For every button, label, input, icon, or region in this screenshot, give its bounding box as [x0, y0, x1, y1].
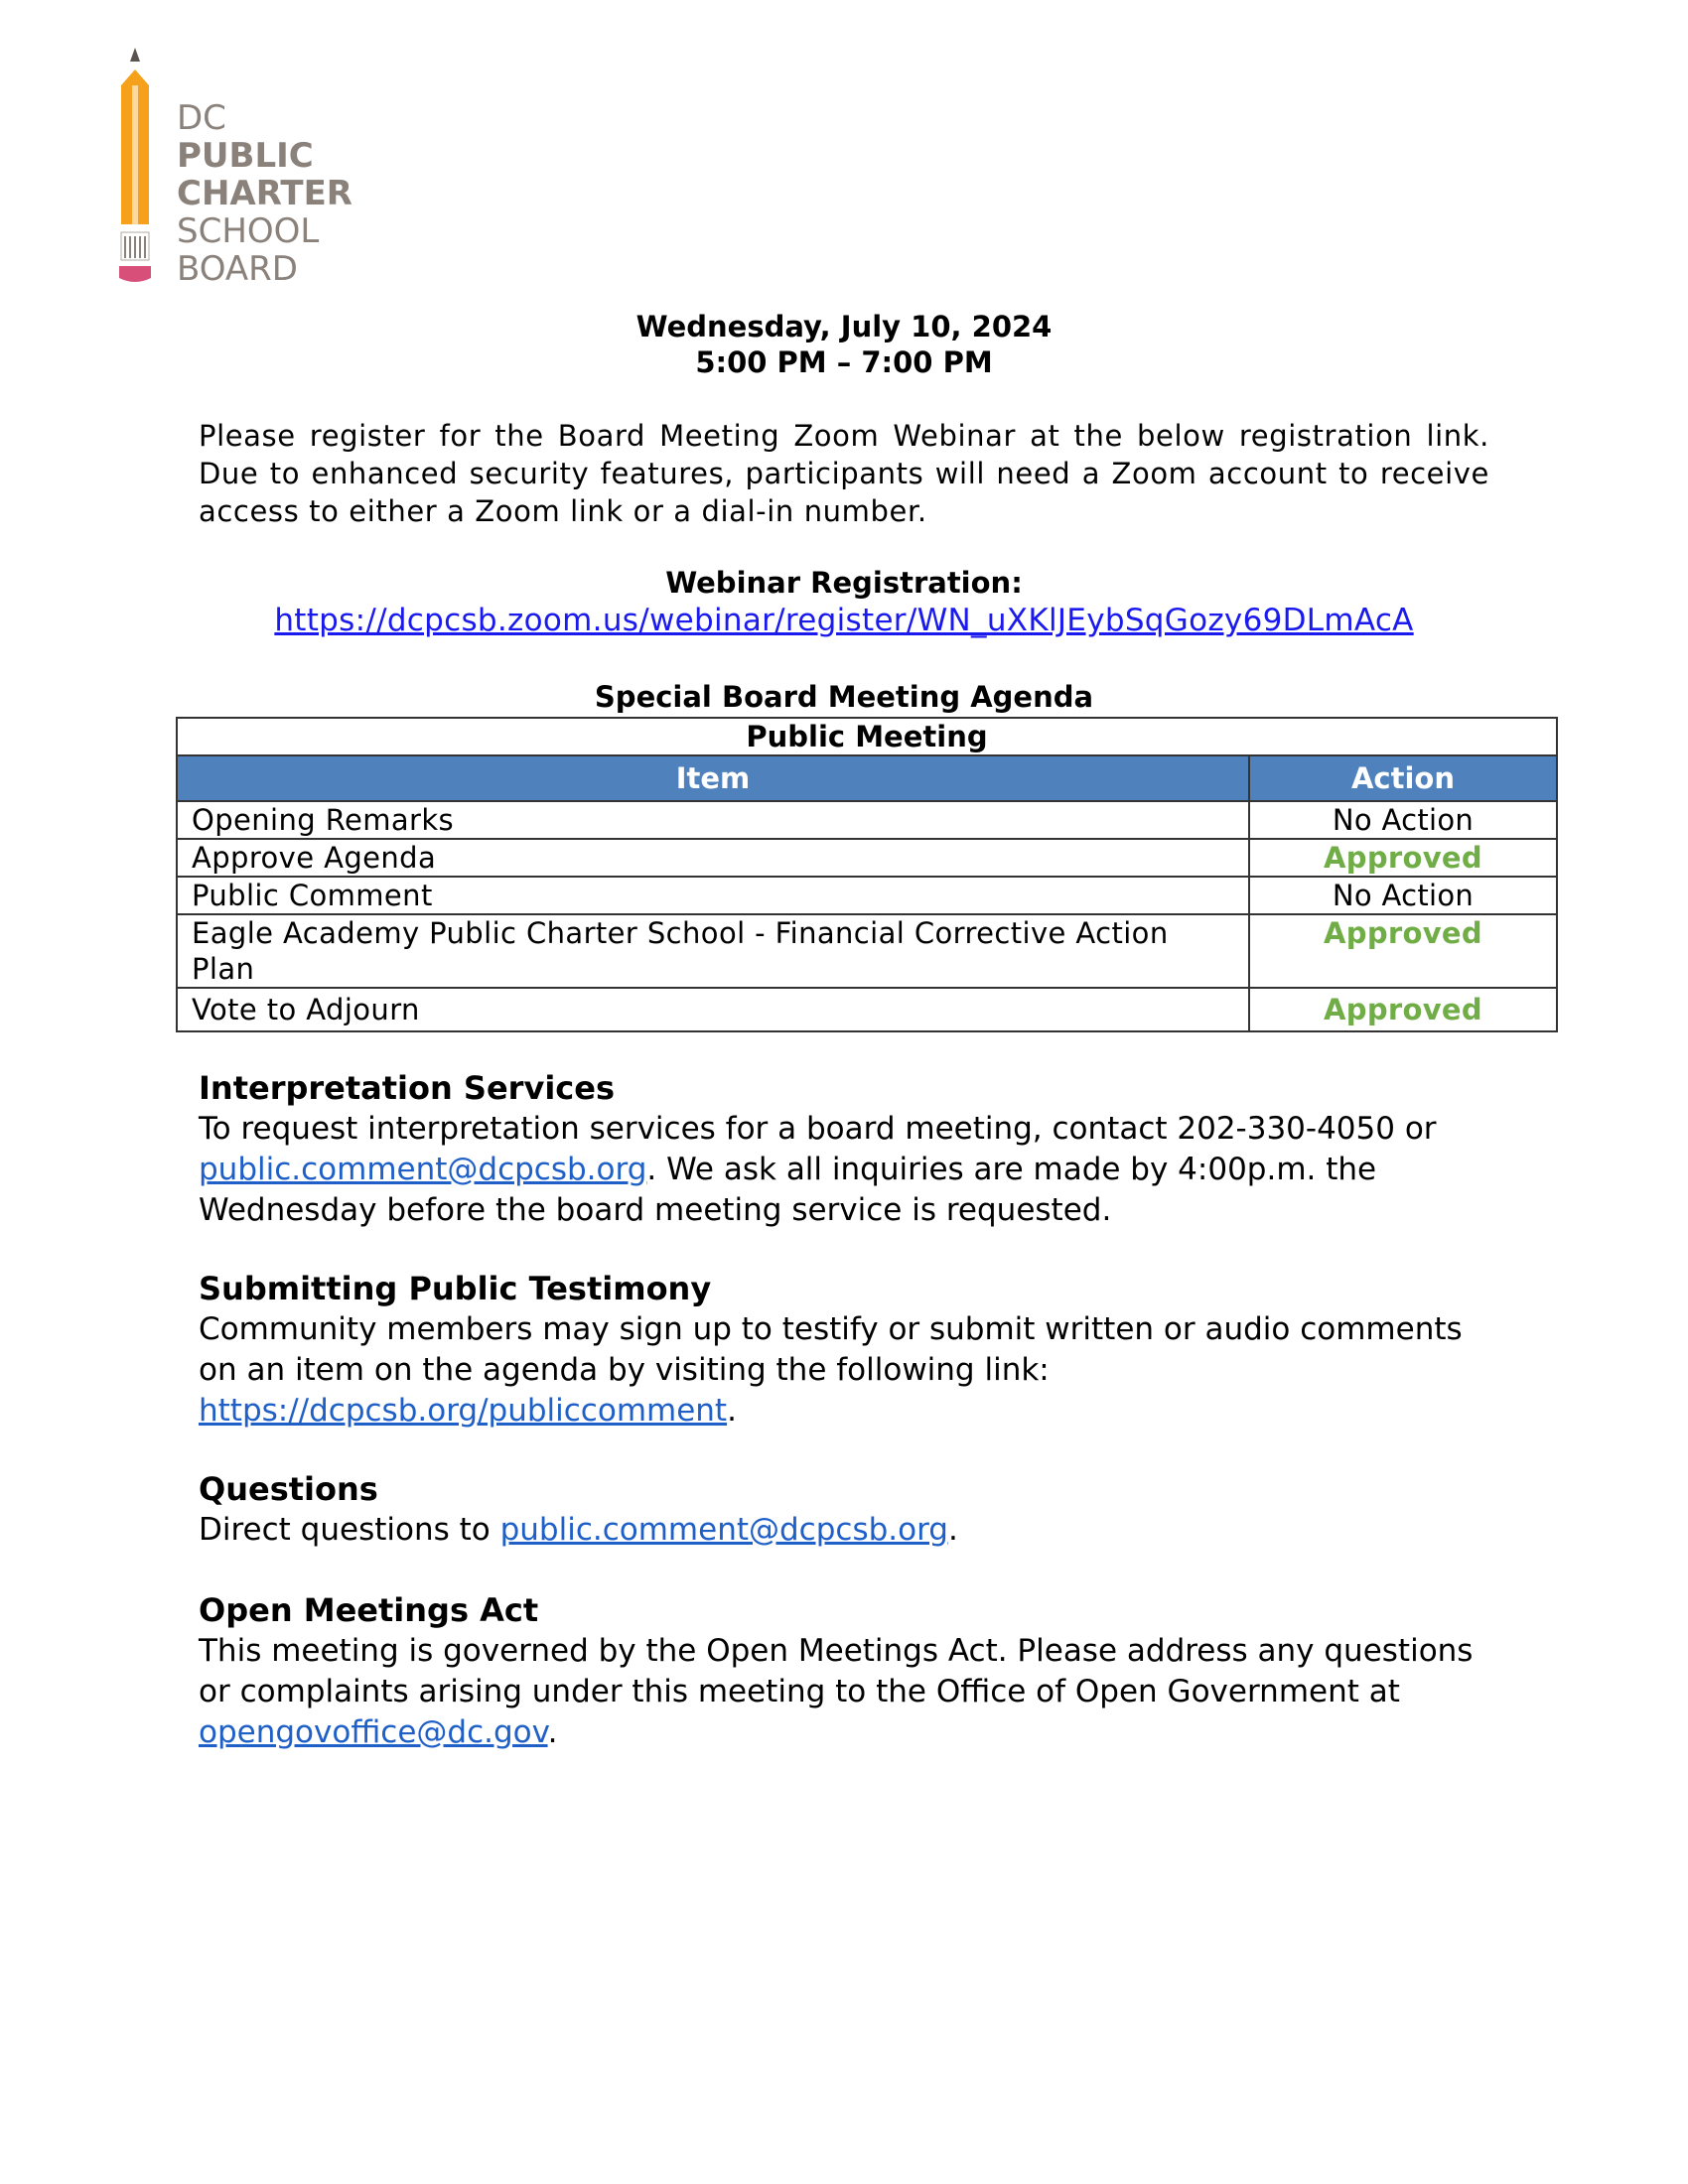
oma-heading: Open Meetings Act [199, 1591, 539, 1629]
interpretation-section [199, 1068, 1509, 1231]
open-meetings-act-section [199, 1590, 1509, 1753]
testimony-text-start: Community members may sign up to testify or submit written or audio comments on an item on the agenda by visiting the following link: [199, 1311, 1463, 1388]
testimony-text-end: . [727, 1393, 737, 1429]
agenda-subtitle-row [177, 718, 1557, 755]
questions-text-start: Direct questions to [199, 1512, 500, 1548]
column-header-action: Action [1249, 755, 1557, 801]
agenda-action: Approved [1249, 914, 1557, 988]
agenda-subtitle: Public Meeting [177, 718, 1557, 755]
agenda-action: No Action [1249, 877, 1557, 914]
meeting-time: 5:00 PM – 7:00 PM [695, 345, 993, 379]
webinar-registration-link[interactable]: https://dcpcsb.zoom.us/webinar/register/WN_uXKlJEybSqGozy69DLmAcA [274, 603, 1414, 638]
table-row [177, 801, 1557, 839]
logo-line-board: BOARD [177, 249, 298, 289]
table-row [177, 877, 1557, 914]
meeting-date: Wednesday, July 10, 2024 [635, 310, 1053, 343]
webinar-registration-label: Webinar Registration: [665, 566, 1023, 600]
testimony-text [199, 1309, 1509, 1432]
public-comment-link[interactable]: https://dcpcsb.org/publiccomment [199, 1393, 728, 1429]
questions-text [199, 1510, 1509, 1551]
oma-text [199, 1631, 1509, 1753]
table-row [177, 914, 1557, 988]
column-header-item: Item [177, 755, 1249, 801]
interpretation-text [199, 1109, 1509, 1231]
questions-heading: Questions [199, 1470, 378, 1508]
agenda-item: Approve Agenda [177, 839, 1249, 877]
agenda-column-headers [177, 755, 1557, 801]
agenda-action: Approved [1249, 839, 1557, 877]
pencil-icon [115, 48, 165, 296]
questions-text-end: . [947, 1512, 958, 1548]
testimony-section [199, 1269, 1509, 1432]
interpretation-email-link[interactable]: public.comment@dcpcsb.org [199, 1152, 647, 1187]
oma-text-end: . [547, 1714, 558, 1750]
agenda-item: Eagle Academy Public Charter School - Financial Corrective Action Plan [177, 914, 1249, 988]
agenda-item: Vote to Adjourn [177, 988, 1249, 1031]
oma-text-start: This meeting is governed by the Open Meetings Act. Please address any questions or complaints arising under this meeting to the Office of Open Government at [199, 1633, 1474, 1709]
interpretation-text-end: . We ask all inquiries are made by 4:00p.m. the Wednesday before the board meeting service is requested. [199, 1152, 1377, 1228]
agenda-item: Opening Remarks [177, 801, 1249, 839]
questions-section [199, 1469, 1509, 1551]
testimony-heading: Submitting Public Testimony [199, 1270, 712, 1307]
logo-line-charter: CHARTER [177, 174, 352, 213]
dc-pcsb-logo [115, 48, 373, 296]
table-row [177, 839, 1557, 877]
logo-line-dc: DC [177, 98, 226, 138]
agenda-item: Public Comment [177, 877, 1249, 914]
agenda-table [176, 717, 1558, 1032]
interpretation-text-start: To request interpretation services for a board meeting, contact 202-330-4050 or [199, 1111, 1437, 1147]
interpretation-heading: Interpretation Services [199, 1069, 615, 1107]
logo-wordmark [177, 99, 352, 288]
logo-line-public: PUBLIC [177, 136, 314, 176]
agenda-title: Special Board Meeting Agenda [594, 680, 1094, 714]
logo-line-school: SCHOOL [177, 211, 320, 251]
agenda-action: No Action [1249, 801, 1557, 839]
agenda-action: Approved [1249, 988, 1557, 1031]
opengov-email-link[interactable]: opengovoffice@dc.gov [199, 1714, 548, 1750]
questions-email-link[interactable]: public.comment@dcpcsb.org [499, 1512, 948, 1548]
intro-paragraph: Please register for the Board Meeting Zoom Webinar at the below registration link. Due to enhanced security features, participants will need a Zoom account to receive access to either a Zoom link or a dial-in number. [199, 419, 1489, 528]
table-row [177, 988, 1557, 1031]
